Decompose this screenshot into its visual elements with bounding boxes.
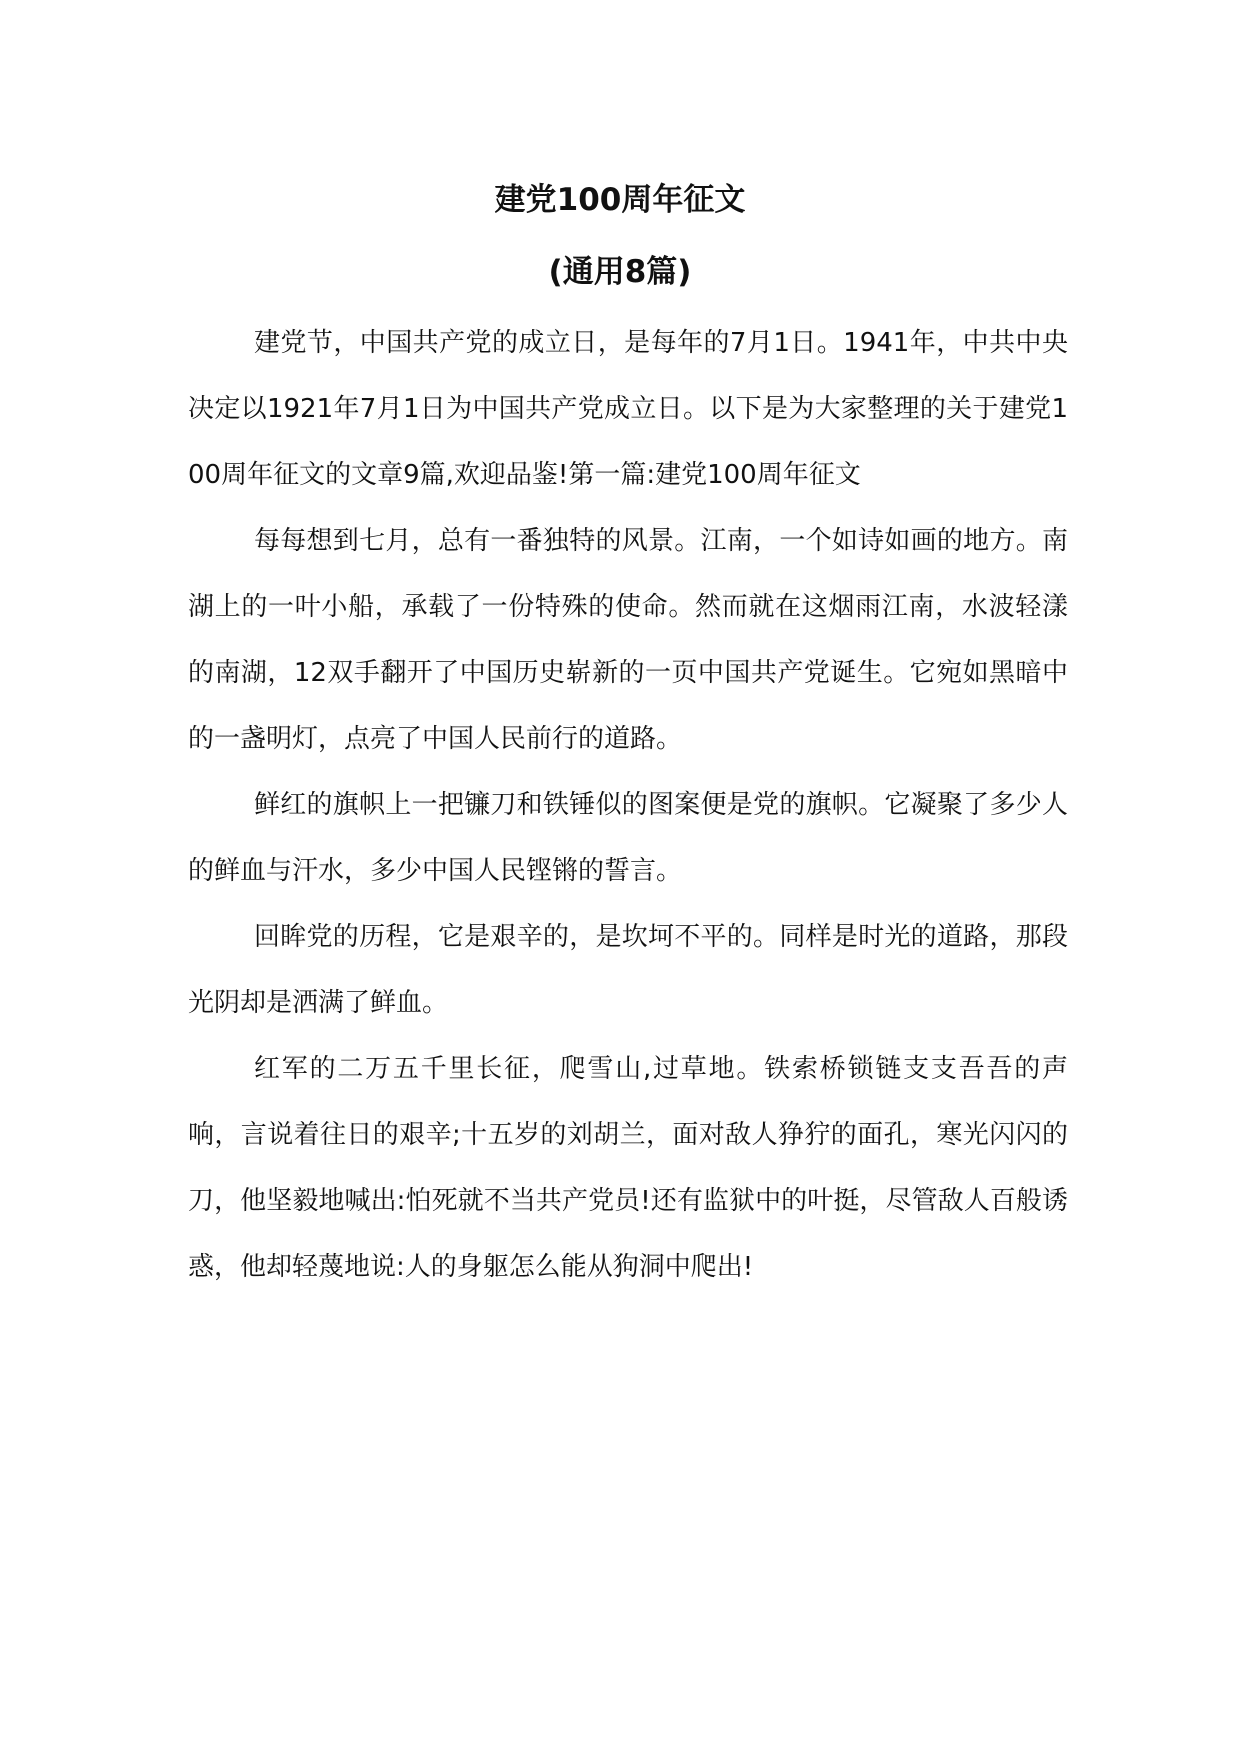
paragraph-long-march: 红军的二万五千里长征，爬雪山,过草地。铁索桥锁链支支吾吾的声响，言说着往日的艰辛;十五岁的刘胡兰，面对敌人狰狞的面孔，寒光闪闪的刀，他坚毅地喊出:怕死就不当共产党员!还有监狱中的叶挺，尽管敌人百般诱惑，他却轻蔑地说:人的身躯怎么能从狗洞中爬出! xyxy=(188,1054,1068,1282)
paragraph-intro: 建党节，中国共产党的成立日，是每年的7月1日。1941年，中共中央决定以1921年7月1日为中国共产党成立日。以下是为大家整理的关于建党100周年征文的文章9篇,欢迎品鉴!第一篇:建党100周年征文 xyxy=(188,328,1068,490)
document-title: 建党100周年征文 xyxy=(494,182,746,218)
document-body xyxy=(188,310,1068,1300)
paragraph-flag: 鲜红的旗帜上一把镰刀和铁锤似的图案便是党的旗帜。它凝聚了多少人的鲜血与汗水，多少中国人民铿锵的誓言。 xyxy=(188,790,1068,886)
paragraph-history: 回眸党的历程，它是艰辛的，是坎坷不平的。同样是时光的道路，那段光阴却是洒满了鲜血。 xyxy=(188,922,1068,1018)
document-subtitle: (通用8篇) xyxy=(548,254,692,290)
paragraph-july: 每每想到七月，总有一番独特的风景。江南，一个如诗如画的地方。南湖上的一叶小船，承载了一份特殊的使命。然而就在这烟雨江南，水波轻漾的南湖，12双手翻开了中国历史崭新的一页中国共产党诞生。它宛如黑暗中的一盏明灯，点亮了中国人民前行的道路。 xyxy=(188,526,1068,754)
